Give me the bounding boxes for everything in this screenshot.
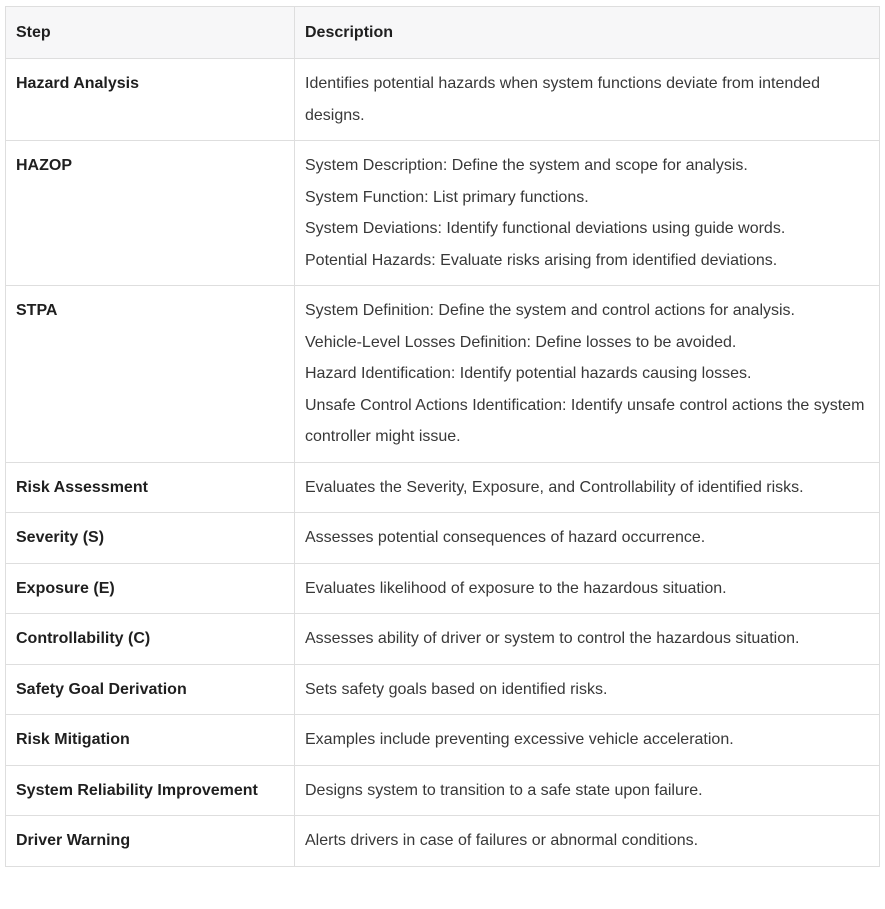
hazard-analysis-table-container xyxy=(5,6,879,867)
step-cell: Safety Goal Derivation xyxy=(6,664,295,715)
description-line: System Description: Define the system and scope for analysis. xyxy=(305,157,748,174)
table-header xyxy=(6,7,880,59)
description-cell xyxy=(295,59,880,141)
description-line: Evaluates the Severity, Exposure, and Controllability of identified risks. xyxy=(305,478,804,496)
table-row xyxy=(6,664,880,715)
description-line: Examples include preventing excessive vehicle acceleration. xyxy=(305,731,734,748)
table-row xyxy=(6,816,880,867)
description-line: Assesses ability of driver or system to control the hazardous situation. xyxy=(305,630,800,647)
step-cell: Exposure (E) xyxy=(6,563,295,614)
description-cell xyxy=(295,286,880,463)
description-cell xyxy=(295,664,880,715)
description-line: Sets safety goals based on identified risks. xyxy=(305,680,608,698)
description-cell xyxy=(295,614,880,665)
description-cell xyxy=(295,765,880,816)
table-row xyxy=(6,715,880,766)
step-cell: Driver Warning xyxy=(6,816,295,867)
table-body xyxy=(6,59,880,867)
description-line: Assesses potential consequences of hazard occurrence. xyxy=(305,529,706,546)
description-line: Identifies potential hazards when system functions deviate from intended designs. xyxy=(305,75,820,124)
table-row xyxy=(6,614,880,665)
step-cell: System Reliability Improvement xyxy=(6,765,295,816)
step-cell: Controllability (C) xyxy=(6,614,295,665)
description-line: Unsafe Control Actions Identification: Identify unsafe control actions the system controller might issue. xyxy=(305,396,865,445)
table-row xyxy=(6,141,880,286)
description-line: System Deviations: Identify functional deviations using guide words. xyxy=(305,220,786,237)
description-line: Designs system to transition to a safe state upon failure. xyxy=(305,781,703,799)
column-header-step: Step xyxy=(6,7,295,59)
table-header-row xyxy=(6,7,880,59)
table-row xyxy=(6,59,880,141)
column-header-description: Description xyxy=(295,7,880,59)
hazard-analysis-table xyxy=(5,6,880,867)
description-line: Vehicle-Level Losses Definition: Define losses to be avoided. xyxy=(305,333,737,351)
description-line: Alerts drivers in case of failures or abnormal conditions. xyxy=(305,832,699,849)
step-cell: STPA xyxy=(6,286,295,463)
step-cell: Risk Mitigation xyxy=(6,715,295,766)
description-cell xyxy=(295,513,880,564)
step-cell: Risk Assessment xyxy=(6,462,295,513)
description-cell xyxy=(295,563,880,614)
description-line: Evaluates likelihood of exposure to the hazardous situation. xyxy=(305,579,727,597)
description-line: System Function: List primary functions. xyxy=(305,188,589,206)
table-row xyxy=(6,286,880,463)
step-cell: Hazard Analysis xyxy=(6,59,295,141)
description-cell xyxy=(295,462,880,513)
step-cell: HAZOP xyxy=(6,141,295,286)
table-row xyxy=(6,765,880,816)
description-line: Hazard Identification: Identify potential hazards causing losses. xyxy=(305,365,752,382)
description-cell xyxy=(295,715,880,766)
description-cell xyxy=(295,141,880,286)
table-row xyxy=(6,513,880,564)
description-line: Potential Hazards: Evaluate risks arising from identified deviations. xyxy=(305,251,778,269)
description-cell xyxy=(295,816,880,867)
table-row xyxy=(6,563,880,614)
description-line: System Definition: Define the system and control actions for analysis. xyxy=(305,302,795,319)
table-row xyxy=(6,462,880,513)
step-cell: Severity (S) xyxy=(6,513,295,564)
